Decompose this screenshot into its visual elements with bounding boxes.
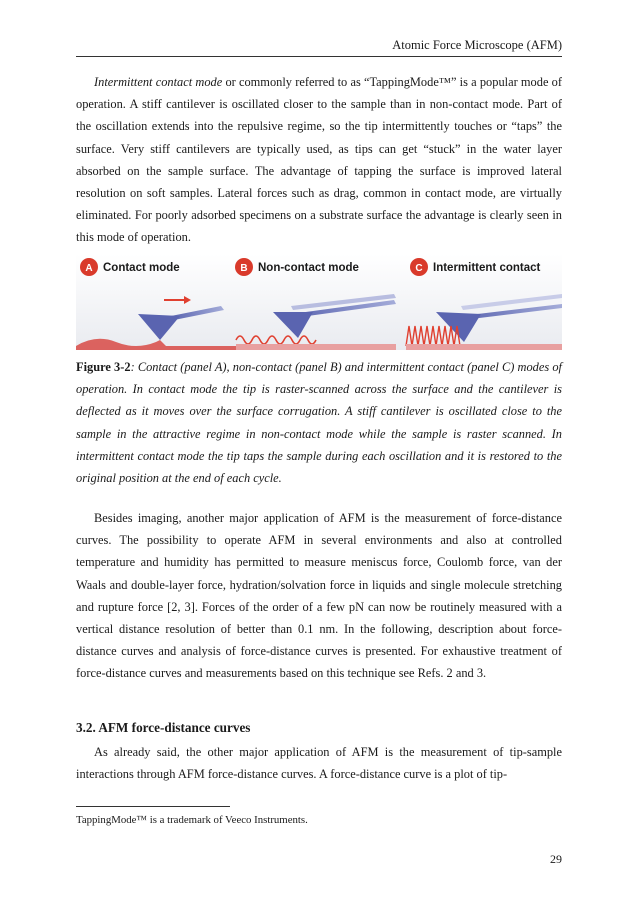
panel-b-label: Non-contact mode <box>258 262 359 274</box>
sample-surface-c <box>406 344 562 350</box>
panel-a-label: Contact mode <box>103 262 180 274</box>
paragraph-force-distance-curves: As already said, the other major application of AFM is the measurement of tip-sample interactions through AFM force-distance curves. A force-distance curve is a plot of tip- <box>76 745 562 782</box>
panel-a-letter: A <box>85 263 93 274</box>
caption-text: : Contact (panel A), non-contact (panel B) and intermittent contact (panel C) modes of operation. In contact mode the tip is raster-scanned across the surface and the cantilever is deflected as it moves over the surface corrugation. A stiff cantilever is oscillated close to the sample in the attractive regime in non-contact mode while the sample is raster scanned. In intermittent contact mode the tip taps the sample during each oscillation and it is restored to the original position at the end of each cycle. <box>76 360 562 486</box>
panel-c-letter: C <box>415 263 423 274</box>
sample-surface-b <box>236 344 396 350</box>
figure-afm-modes <box>76 254 562 350</box>
footnote-rule <box>76 806 230 807</box>
paragraph-text: or commonly referred to as “TappingMode™” is a popular mode of operation. A stiff cantilever is oscillated closer to the sample than in non-contact mode. Part of the oscillation extends into the repulsive regime, so the tip intermittently touches or “taps” the surface. Very stiff cantilevers are typically used, as tips can get “stuck” in the water layer absorbed on the sample surface. The advantage of tapping the surface is improved lateral resolution on soft samples. Lateral forces such as drag, common in contact mode, are virtually eliminated. For poorly adsorbed specimens on a substrate surface the advantage is clearly seen in this mode of operation. <box>76 75 562 245</box>
footnote: TappingMode™ is a trademark of Veeco Instruments. <box>76 814 308 826</box>
header-rule <box>76 56 562 57</box>
afm-modes-illustration <box>76 254 562 350</box>
paragraph-force-distance-intro: Besides imaging, another major application of AFM is the measurement of force-distance curves. The possibility to operate AFM in several environments and also at controlled temperature and humidity has permitted to measure meniscus force, Coulomb force, van der Waals and double-layer force, hydration/solvation force in liquids and single molecule stretching and rupture force [2, 3]. Forces of the order of a few pN can now be routinely measured with a vertical distance resolution of better than 0.1 nm. In the following, description about force-distance curves and analysis of force-distance curves is presented. For exhaustive treatment of force-distance curves and measurements based on this technique see Refs. 2 and 3. <box>76 511 562 681</box>
caption-label: Figure 3-2 <box>76 360 131 374</box>
paragraph-intermittent-contact <box>76 71 562 249</box>
page-number: 29 <box>550 852 562 866</box>
panel-c-label: Intermittent contact <box>433 262 541 274</box>
panel-b-letter: B <box>240 263 248 274</box>
running-header: Atomic Force Microscope (AFM) <box>392 38 562 52</box>
figure-caption <box>76 356 562 489</box>
term-intermittent-contact: Intermittent contact mode <box>94 75 223 89</box>
section-heading: 3.2. AFM force-distance curves <box>76 720 251 735</box>
